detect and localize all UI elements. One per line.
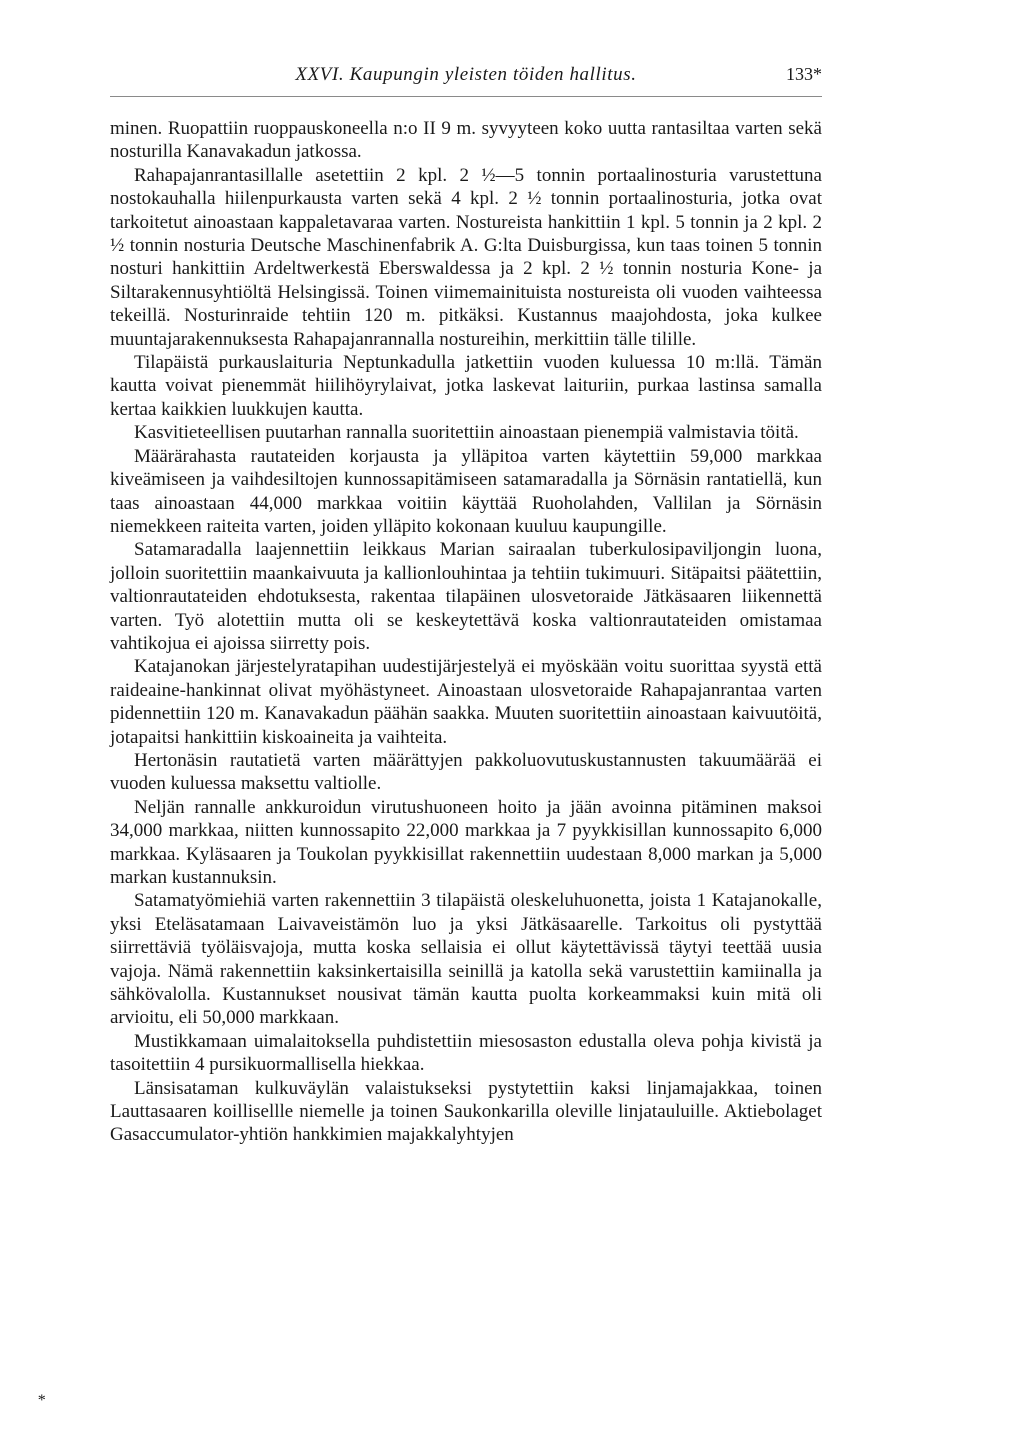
body-text bbox=[110, 117, 822, 1147]
chapter-title: XXVI. Kaupungin yleisten töiden hallitus. bbox=[295, 64, 637, 85]
paragraph: Kasvitieteellisen puutarhan rannalla suoritettiin ainoastaan pienempiä valmistavia töitä. bbox=[134, 422, 799, 444]
footnote-mark: * bbox=[37, 1392, 45, 1409]
page-number: 133* bbox=[786, 64, 822, 84]
paragraph: Satamatyömiehiä varten rakennettiin 3 tilapäistä oleskeluhuonetta, joista 1 Katajanokalle, yksi Eteläsatamaan Laivaveistämön luo ja yksi Jätkäsaarelle. Tarkoitus oli pystyttää siirrettäviä työläisvajoja, mutta koska sellaisia ei ollut käytettävissä täytyi teettää uusia vajoja. Nämä rakennettiin kaksinkertaisilla seinillä ja katolla sekä varustettiin kamiinalla ja sähkövalolla. Kustannukset nousivat tämän kautta puolta korkeammaksi kuin mitä oli arvioitu, eli 50,000 markkaan. bbox=[110, 890, 822, 1029]
paragraph: Määrärahasta rautateiden korjausta ja ylläpitoa varten käytettiin 59,000 markkaa kiveämiseen ja vaihdesiltojen kunnossapitämiseen satamaradalla ja Sörnäsin rantatiellä, kun taas ainoastaan 44,000 markkaa voitiin käyttää Ruoholahden, Vallilan ja Sörnäsin niemekkeen raiteita varten, joiden ylläpito kokonaan kuuluu kaupungille. bbox=[110, 445, 822, 537]
header-rule bbox=[110, 96, 822, 97]
paragraph: Mustikkamaan uimalaitoksella puhdistettiin miesosaston edustalla oleva pohja kivistä ja tasoitettiin 4 pursikuormallisella hiekkaa. bbox=[110, 1030, 822, 1076]
paragraph: Katajanokan järjestelyratapihan uudestijärjestelyä ei myöskään voitu suorittaa syystä että raideaine-hankinnat olivat myöhästyneet. Ainoastaan ulosvetoraide Rahapajanrantaa varten pidennettiin 120 m. Kanavakadun päähän saakka. Muuten suoritettiin ainoastaan kaivuutöitä, jotapaitsi hankittiin kiskoaineita ja vaihteita. bbox=[110, 656, 822, 748]
paragraph: Satamaradalla laajennettiin leikkaus Marian sairaalan tuberkulosipaviljongin luona, jolloin suoritettiin maankaivuuta ja kallionlouhintaa ja tehtiin tukimuuri. Sitäpaitsi päätettiin, valtionrautateiden ehdotuksesta, rakentaa tilapäinen ulosvetoraide Jätkäsaaren liikennettä varten. Työ alotettiin mutta oli se keskeytettävä koska valtionrautateiden omistamaa vahtikojua ei ajoissa siirretty pois. bbox=[110, 539, 822, 654]
paragraph: Rahapajanrantasillalle asetettiin 2 kpl. 2 ½—5 tonnin portaalinosturia varustettuna nostokauhalla hiilenpurkausta varten sekä 4 kpl. 2 ½ tonnin portaalinosturia, jotka ovat tarkoitetut ainoastaan kappaletavaraa varten. Nostureista hankittiin 1 kpl. 5 tonnin ja 2 kpl. 2 ½ tonnin nosturia Deutsche Maschinenfabrik A. G:lta Duisburgissa, kun taas toinen 5 tonnin nosturi hankittiin Ardeltwerkestä Eberswaldessa ja 2 kpl. 2 ½ tonnin nosturia Kone- ja Siltarakennusyhtiöltä Helsingissä. Toinen viimemainituista nostureista oli vuoden vaihteessa tekeillä. Nosturinraide tehtiin 120 m. pitkäksi. Kustannus maajohdosta, joka kulkee muuntajarakennuksesta Rahapajanrannalla nostureihin, merkittiin tälle tilille. bbox=[110, 164, 822, 350]
paragraph: Neljän rannalle ankkuroidun virutushuoneen hoito ja jään avoinna pitäminen maksoi 34,000 markkaa, niitten kunnossapito 22,000 markkaa ja 7 pyykkisillan kunnossapito 6,000 markkaa. Kyläsaaren ja Toukolan pyykkisillat rakennettiin uudestaan 8,000 markan ja 5,000 markan kustannuksin. bbox=[110, 796, 822, 888]
paragraph: Hertonäsin rautatietä varten määrättyjen pakkoluovutuskustannusten takuumäärää ei vuoden kuluessa maksettu valtiolle. bbox=[110, 749, 822, 795]
paragraph-continuation: minen. Ruopattiin ruoppauskoneella n:o II 9 m. syvyyteen koko uutta rantasiltaa varten sekä nosturilla Kanavakadun jatkossa. bbox=[110, 118, 822, 163]
running-header bbox=[110, 64, 822, 92]
paragraph: Tilapäistä purkauslaituria Neptunkadulla jatkettiin vuoden kuluessa 10 m:llä. Tämän kautta voivat pienemmät hiilihöyrylaivat, jotka laskevat laituriin, purkaa lastinsa samalla kertaa kaikkien luukkujen kautta. bbox=[110, 352, 822, 420]
paragraph: Länsisataman kulkuväylän valaistukseksi pystytettiin kaksi linjamajakkaa, toinen Lauttasaaren koillisellle niemelle ja toinen Saukonkarilla oleville linjatauluille. Aktiebolaget Gasaccumulator-yhtiön hankkimien majakkalyhtyjen bbox=[110, 1077, 822, 1146]
